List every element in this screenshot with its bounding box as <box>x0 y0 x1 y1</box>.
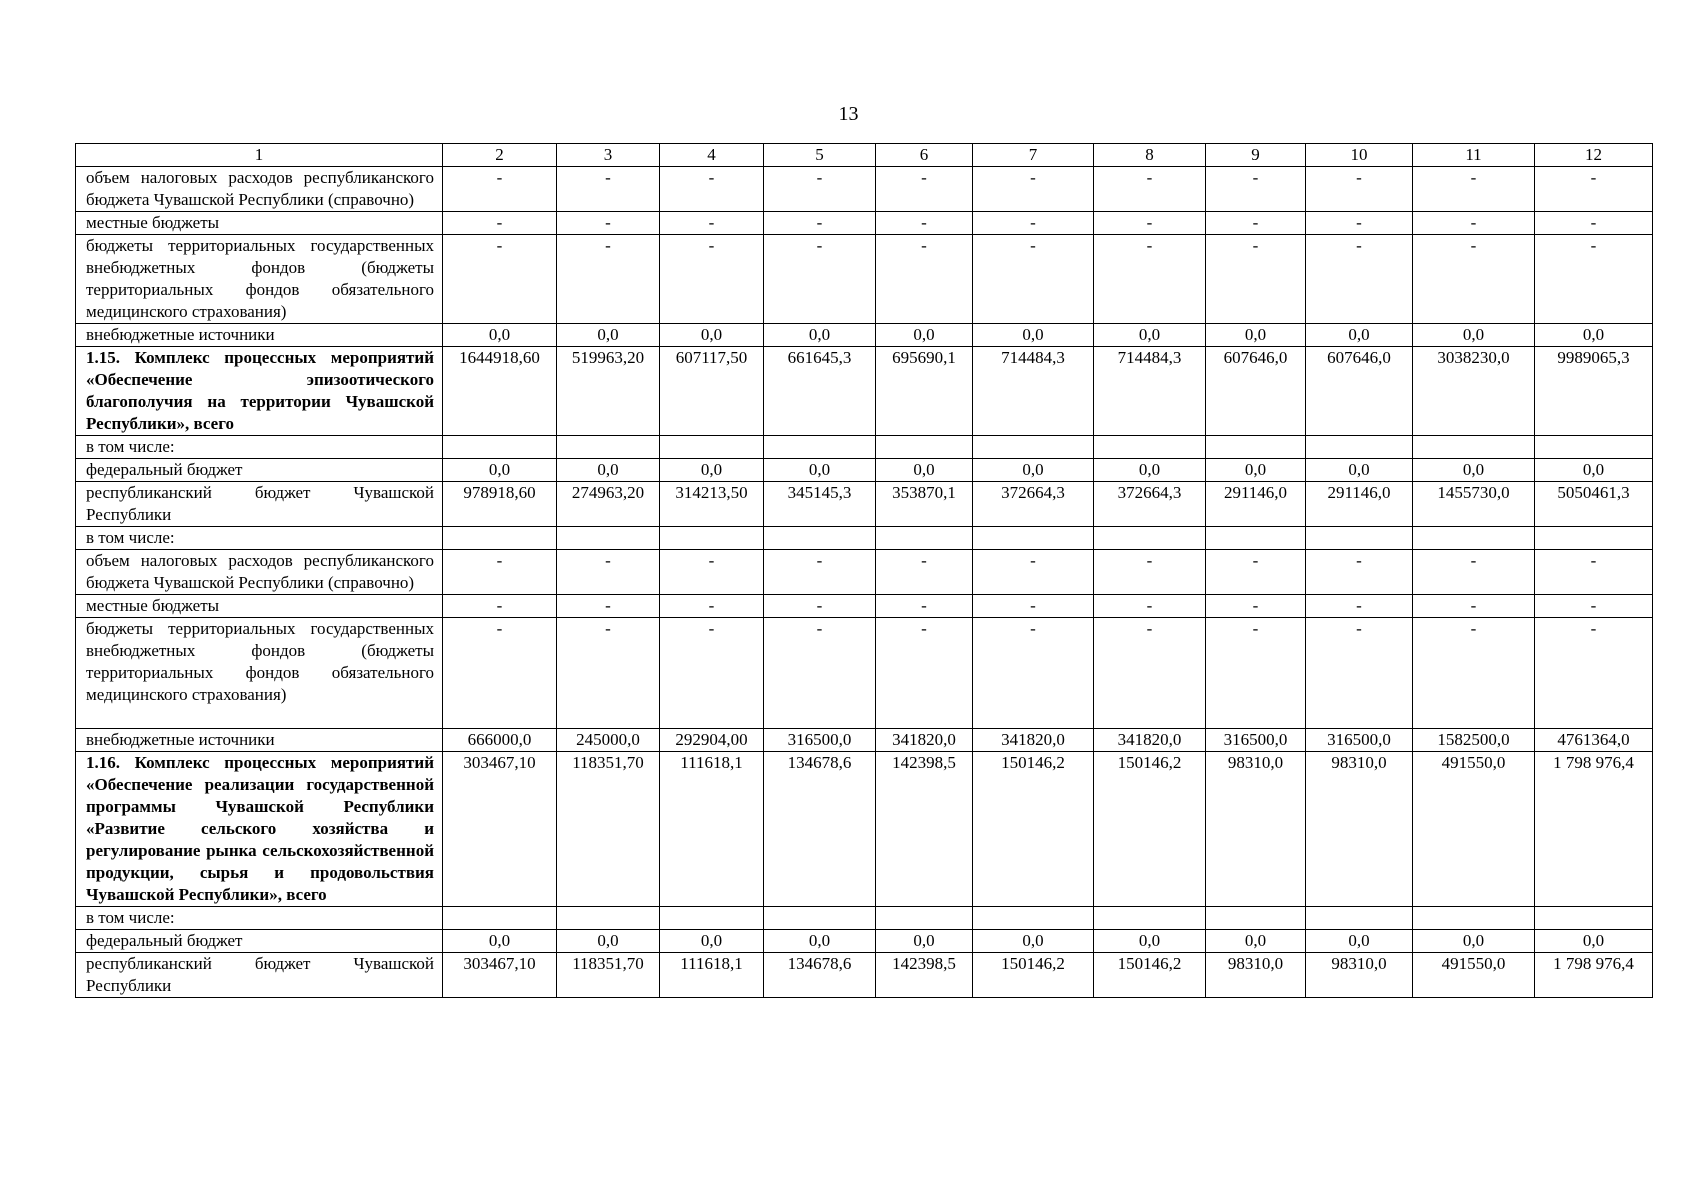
value-cell: 303467,10 <box>443 953 557 998</box>
table-row <box>76 527 1653 550</box>
value-cell: 0,0 <box>1206 930 1306 953</box>
table-row <box>76 729 1653 752</box>
section-total-row <box>76 347 1653 436</box>
value-cell: 0,0 <box>973 324 1094 347</box>
value-cell: 9989065,3 <box>1535 347 1653 436</box>
value-cell: 111618,1 <box>660 953 764 998</box>
value-cell: 303467,10 <box>443 752 557 907</box>
row-label: 1.16. Комплекс процессных мероприятий «Обеспечение реализации государственной программы Чувашской Республики «Развитие сельского хозяйства и регулирование рынка сельскохозяйственной продукции, сырья и продовольствия Чувашской Республики», всего <box>76 752 443 907</box>
value-cell: 978918,60 <box>443 482 557 527</box>
value-cell: - <box>876 235 973 324</box>
value-cell: - <box>764 595 876 618</box>
column-number-cell: 12 <box>1535 144 1653 167</box>
row-label: местные бюджеты <box>76 595 443 618</box>
value-cell <box>1535 907 1653 930</box>
value-cell: 316500,0 <box>764 729 876 752</box>
value-cell <box>1535 527 1653 550</box>
value-cell: 134678,6 <box>764 953 876 998</box>
value-cell: - <box>660 618 764 729</box>
value-cell: - <box>1206 550 1306 595</box>
value-cell: 0,0 <box>1094 324 1206 347</box>
value-cell <box>557 436 660 459</box>
value-cell: - <box>764 235 876 324</box>
table-row <box>76 459 1653 482</box>
value-cell: - <box>764 167 876 212</box>
value-cell: 0,0 <box>443 930 557 953</box>
value-cell: - <box>557 618 660 729</box>
value-cell: - <box>973 550 1094 595</box>
table-body <box>76 144 1653 998</box>
value-cell: - <box>1306 235 1413 324</box>
value-cell: - <box>1094 167 1206 212</box>
value-cell <box>1413 907 1535 930</box>
table-row <box>76 212 1653 235</box>
value-cell <box>660 907 764 930</box>
value-cell: 353870,1 <box>876 482 973 527</box>
value-cell: 142398,5 <box>876 752 973 907</box>
value-cell: - <box>1306 618 1413 729</box>
value-cell: 341820,0 <box>1094 729 1206 752</box>
value-cell: 150146,2 <box>1094 953 1206 998</box>
value-cell: 0,0 <box>660 930 764 953</box>
value-cell: - <box>660 235 764 324</box>
value-cell: 118351,70 <box>557 953 660 998</box>
value-cell: - <box>557 235 660 324</box>
value-cell: 1582500,0 <box>1413 729 1535 752</box>
value-cell: 0,0 <box>876 324 973 347</box>
value-cell: - <box>764 618 876 729</box>
section-total-row <box>76 752 1653 907</box>
value-cell: 519963,20 <box>557 347 660 436</box>
value-cell: - <box>1206 618 1306 729</box>
value-cell: 0,0 <box>1094 459 1206 482</box>
value-cell: 0,0 <box>1535 930 1653 953</box>
table-row <box>76 907 1653 930</box>
table-row <box>76 953 1653 998</box>
value-cell: - <box>557 595 660 618</box>
value-cell: - <box>1535 595 1653 618</box>
value-cell: 142398,5 <box>876 953 973 998</box>
value-cell: 1455730,0 <box>1413 482 1535 527</box>
value-cell <box>973 907 1094 930</box>
table-row <box>76 930 1653 953</box>
value-cell <box>1306 527 1413 550</box>
value-cell: - <box>876 212 973 235</box>
value-cell <box>876 527 973 550</box>
value-cell: - <box>1535 235 1653 324</box>
value-cell <box>1306 907 1413 930</box>
value-cell: 0,0 <box>443 324 557 347</box>
value-cell <box>973 436 1094 459</box>
column-number-cell: 2 <box>443 144 557 167</box>
value-cell: - <box>443 595 557 618</box>
value-cell: - <box>876 167 973 212</box>
value-cell: 0,0 <box>1413 930 1535 953</box>
row-label: бюджеты территориальных государственных внебюджетных фондов (бюджеты территориальных фондов обязательного медицинского страхования) <box>76 235 443 324</box>
value-cell: 5050461,3 <box>1535 482 1653 527</box>
row-label: республиканский бюджет Чувашской Республики <box>76 953 443 998</box>
value-cell: 316500,0 <box>1206 729 1306 752</box>
value-cell: 98310,0 <box>1206 953 1306 998</box>
value-cell: 0,0 <box>1535 324 1653 347</box>
value-cell: 0,0 <box>1413 324 1535 347</box>
value-cell: 1644918,60 <box>443 347 557 436</box>
value-cell: - <box>1094 212 1206 235</box>
value-cell: 0,0 <box>1535 459 1653 482</box>
value-cell: 0,0 <box>557 459 660 482</box>
value-cell: 714484,3 <box>1094 347 1206 436</box>
value-cell: 0,0 <box>443 459 557 482</box>
value-cell: 0,0 <box>764 324 876 347</box>
value-cell: 341820,0 <box>876 729 973 752</box>
row-label: местные бюджеты <box>76 212 443 235</box>
value-cell: 98310,0 <box>1306 752 1413 907</box>
value-cell: 3038230,0 <box>1413 347 1535 436</box>
value-cell: 0,0 <box>660 459 764 482</box>
column-number-cell: 11 <box>1413 144 1535 167</box>
value-cell: - <box>1306 212 1413 235</box>
value-cell: - <box>876 550 973 595</box>
value-cell <box>557 527 660 550</box>
value-cell: - <box>1535 167 1653 212</box>
value-cell: 0,0 <box>1206 459 1306 482</box>
row-label: в том числе: <box>76 527 443 550</box>
value-cell: 316500,0 <box>1306 729 1413 752</box>
row-label: бюджеты территориальных государственных внебюджетных фондов (бюджеты территориальных фондов обязательного медицинского страхования) <box>76 618 443 729</box>
value-cell <box>660 436 764 459</box>
value-cell: - <box>1535 618 1653 729</box>
table-row <box>76 595 1653 618</box>
value-cell <box>1413 436 1535 459</box>
value-cell: 0,0 <box>973 930 1094 953</box>
value-cell: 292904,00 <box>660 729 764 752</box>
value-cell <box>764 436 876 459</box>
column-number-cell: 6 <box>876 144 973 167</box>
value-cell: - <box>1413 618 1535 729</box>
value-cell: 0,0 <box>557 930 660 953</box>
value-cell: 118351,70 <box>557 752 660 907</box>
value-cell: 0,0 <box>1306 459 1413 482</box>
value-cell <box>1413 527 1535 550</box>
value-cell: - <box>1306 595 1413 618</box>
value-cell: 150146,2 <box>973 953 1094 998</box>
value-cell <box>973 527 1094 550</box>
value-cell: 4761364,0 <box>1535 729 1653 752</box>
value-cell <box>443 527 557 550</box>
column-number-cell: 7 <box>973 144 1094 167</box>
value-cell: - <box>1535 212 1653 235</box>
page-number: 13 <box>838 103 859 125</box>
value-cell: - <box>660 595 764 618</box>
value-cell: - <box>1094 235 1206 324</box>
column-number-cell: 8 <box>1094 144 1206 167</box>
value-cell: - <box>973 618 1094 729</box>
row-label: 1.15. Комплекс процессных мероприятий «Обеспечение эпизоотического благополучия на территории Чувашской Республики», всего <box>76 347 443 436</box>
value-cell: 0,0 <box>1206 324 1306 347</box>
value-cell <box>1206 907 1306 930</box>
value-cell: 372664,3 <box>973 482 1094 527</box>
row-label: объем налоговых расходов республиканского бюджета Чувашской Республики (справочно) <box>76 167 443 212</box>
row-label: объем налоговых расходов республиканского бюджета Чувашской Республики (справочно) <box>76 550 443 595</box>
column-number-cell: 10 <box>1306 144 1413 167</box>
row-label: внебюджетные источники <box>76 729 443 752</box>
value-cell: - <box>1535 550 1653 595</box>
value-cell: - <box>764 550 876 595</box>
value-cell: 0,0 <box>660 324 764 347</box>
value-cell: 491550,0 <box>1413 752 1535 907</box>
value-cell: 314213,50 <box>660 482 764 527</box>
value-cell: - <box>1206 167 1306 212</box>
value-cell: 245000,0 <box>557 729 660 752</box>
value-cell: - <box>1306 550 1413 595</box>
value-cell <box>660 527 764 550</box>
value-cell: - <box>764 212 876 235</box>
value-cell: 150146,2 <box>973 752 1094 907</box>
value-cell <box>443 436 557 459</box>
value-cell: - <box>1094 618 1206 729</box>
value-cell <box>1094 907 1206 930</box>
value-cell: 714484,3 <box>973 347 1094 436</box>
value-cell: - <box>443 212 557 235</box>
column-number-cell: 5 <box>764 144 876 167</box>
table-row <box>76 550 1653 595</box>
value-cell: - <box>660 550 764 595</box>
table-row <box>76 482 1653 527</box>
value-cell: - <box>443 618 557 729</box>
value-cell: 0,0 <box>1306 324 1413 347</box>
value-cell <box>876 436 973 459</box>
column-number-cell: 3 <box>557 144 660 167</box>
value-cell: 695690,1 <box>876 347 973 436</box>
value-cell <box>1306 436 1413 459</box>
value-cell: - <box>660 167 764 212</box>
value-cell: 0,0 <box>1413 459 1535 482</box>
value-cell: - <box>973 212 1094 235</box>
value-cell: - <box>1413 235 1535 324</box>
value-cell: 607117,50 <box>660 347 764 436</box>
value-cell: 134678,6 <box>764 752 876 907</box>
value-cell: 291146,0 <box>1206 482 1306 527</box>
value-cell: - <box>1094 595 1206 618</box>
table-row <box>76 235 1653 324</box>
value-cell: - <box>443 235 557 324</box>
value-cell: - <box>1306 167 1413 212</box>
value-cell: 345145,3 <box>764 482 876 527</box>
value-cell: - <box>557 212 660 235</box>
value-cell <box>1206 527 1306 550</box>
value-cell: 0,0 <box>876 930 973 953</box>
value-cell: - <box>660 212 764 235</box>
value-cell: 0,0 <box>764 459 876 482</box>
row-label: республиканский бюджет Чувашской Республики <box>76 482 443 527</box>
value-cell: 150146,2 <box>1094 752 1206 907</box>
value-cell: - <box>557 167 660 212</box>
value-cell: - <box>443 550 557 595</box>
row-label: федеральный бюджет <box>76 459 443 482</box>
value-cell: - <box>443 167 557 212</box>
value-cell: - <box>1206 595 1306 618</box>
value-cell <box>764 527 876 550</box>
value-cell: 0,0 <box>876 459 973 482</box>
value-cell: - <box>1413 212 1535 235</box>
value-cell <box>1094 527 1206 550</box>
value-cell <box>876 907 973 930</box>
table-row <box>76 167 1653 212</box>
table-row <box>76 618 1653 729</box>
value-cell: 666000,0 <box>443 729 557 752</box>
value-cell <box>557 907 660 930</box>
value-cell: 98310,0 <box>1306 953 1413 998</box>
value-cell: 1 798 976,4 <box>1535 953 1653 998</box>
value-cell <box>1535 436 1653 459</box>
value-cell: 372664,3 <box>1094 482 1206 527</box>
column-number-cell: 4 <box>660 144 764 167</box>
value-cell: - <box>1413 550 1535 595</box>
value-cell: - <box>1413 167 1535 212</box>
value-cell: - <box>876 595 973 618</box>
value-cell: 0,0 <box>557 324 660 347</box>
row-label: федеральный бюджет <box>76 930 443 953</box>
value-cell <box>764 907 876 930</box>
value-cell: - <box>973 235 1094 324</box>
value-cell: - <box>876 618 973 729</box>
row-label: в том числе: <box>76 907 443 930</box>
value-cell: 0,0 <box>973 459 1094 482</box>
value-cell: - <box>557 550 660 595</box>
value-cell: 1 798 976,4 <box>1535 752 1653 907</box>
column-number-row <box>76 144 1653 167</box>
column-number-cell: 1 <box>76 144 443 167</box>
value-cell: - <box>1094 550 1206 595</box>
value-cell: 661645,3 <box>764 347 876 436</box>
value-cell: 98310,0 <box>1206 752 1306 907</box>
value-cell: 491550,0 <box>1413 953 1535 998</box>
table-row <box>76 324 1653 347</box>
value-cell <box>443 907 557 930</box>
value-cell: 274963,20 <box>557 482 660 527</box>
value-cell <box>1094 436 1206 459</box>
value-cell: 291146,0 <box>1306 482 1413 527</box>
row-label: в том числе: <box>76 436 443 459</box>
value-cell: - <box>1206 212 1306 235</box>
value-cell: 0,0 <box>764 930 876 953</box>
value-cell: 341820,0 <box>973 729 1094 752</box>
value-cell: 607646,0 <box>1306 347 1413 436</box>
table-row <box>76 436 1653 459</box>
value-cell: 0,0 <box>1306 930 1413 953</box>
value-cell: - <box>973 595 1094 618</box>
value-cell: 607646,0 <box>1206 347 1306 436</box>
value-cell <box>1206 436 1306 459</box>
value-cell: 0,0 <box>1094 930 1206 953</box>
value-cell: 111618,1 <box>660 752 764 907</box>
row-label: внебюджетные источники <box>76 324 443 347</box>
column-number-cell: 9 <box>1206 144 1306 167</box>
value-cell: - <box>1206 235 1306 324</box>
value-cell: - <box>973 167 1094 212</box>
value-cell: - <box>1413 595 1535 618</box>
budget-table <box>75 143 1653 998</box>
